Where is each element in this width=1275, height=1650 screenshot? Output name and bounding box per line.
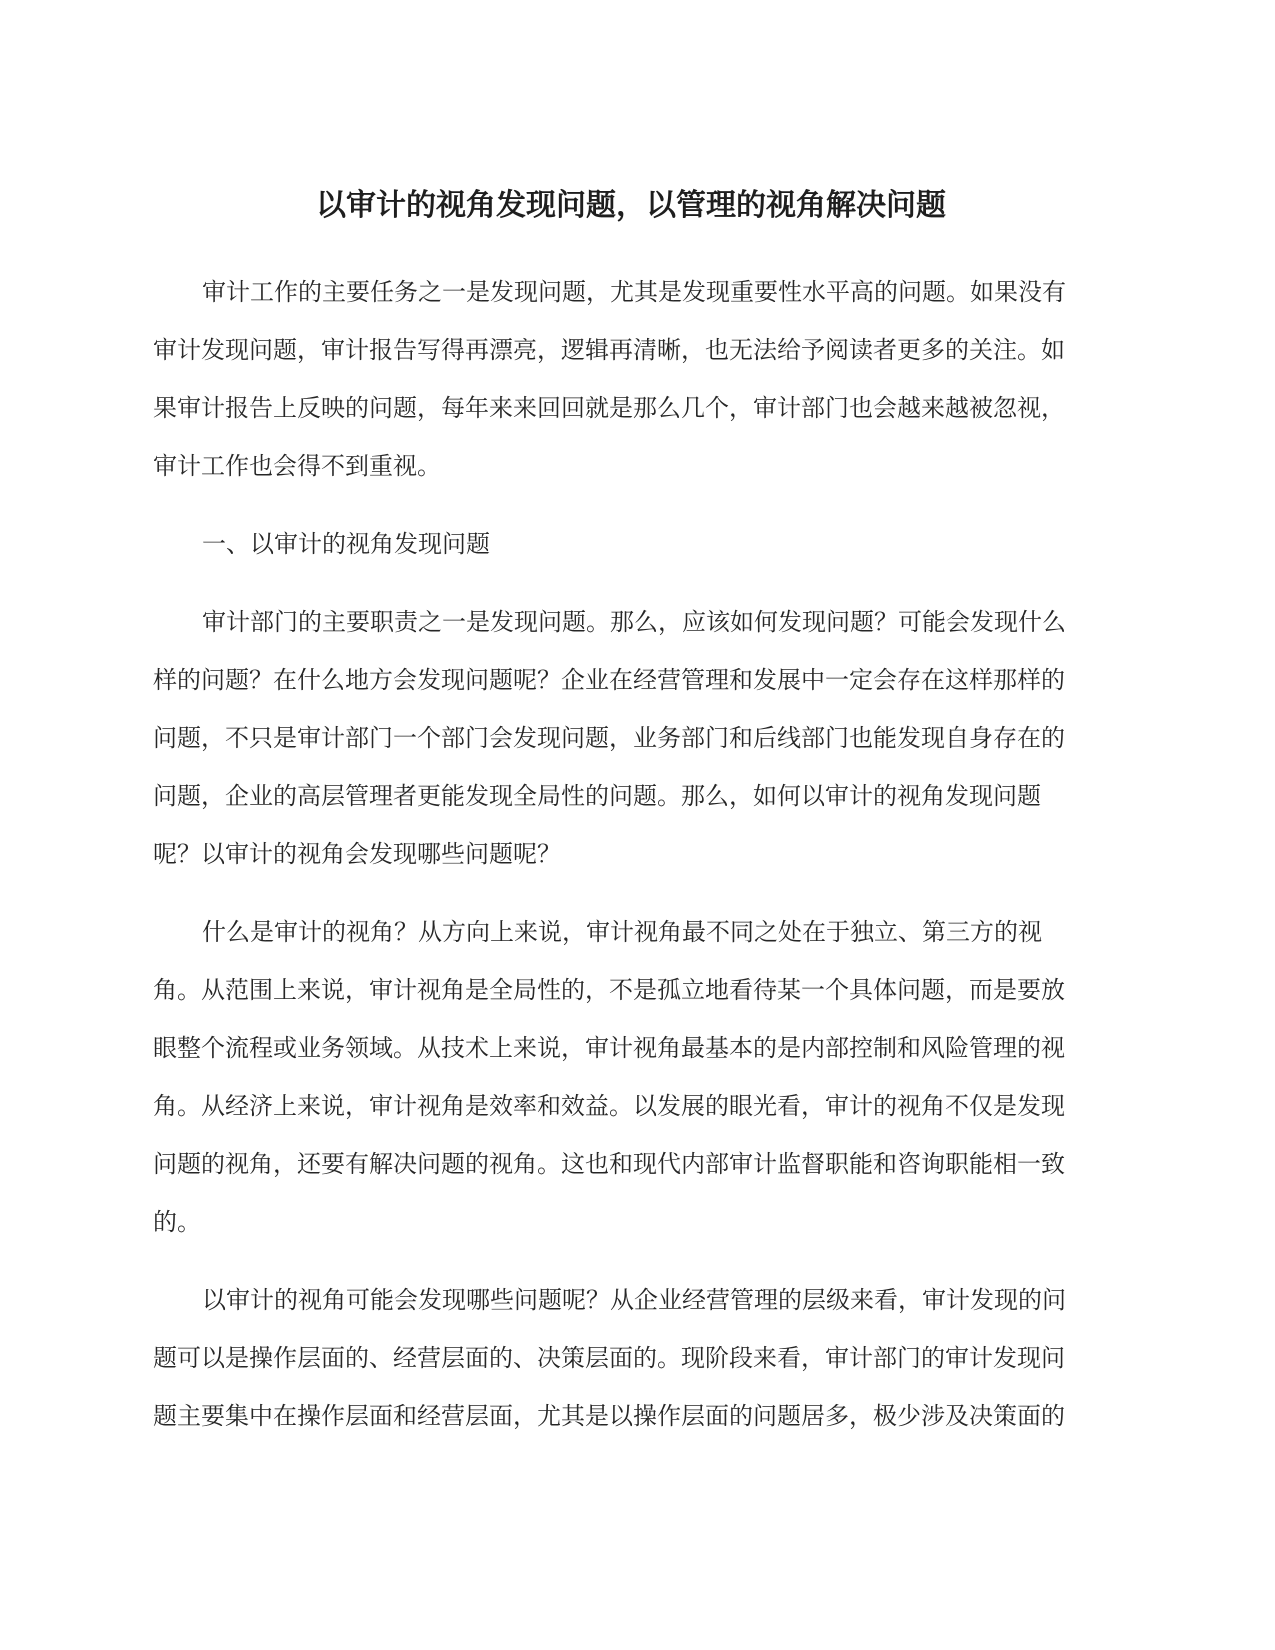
text-line: 题主要集中在操作层面和经营层面，尤其是以操作层面的问题居多，极少涉及决策面的 (153, 1402, 1065, 1430)
document-title: 以审计的视角发现问题，以管理的视角解决问题 (316, 188, 946, 223)
text-line: 角。从范围上来说，审计视角是全局性的，不是孤立地看待某一个具体问题，而是要放 (153, 976, 1065, 1004)
text-line: 什么是审计的视角？从方向上来说，审计视角最不同之处在于独立、第三方的视 (202, 918, 1042, 946)
text-line: 以审计的视角可能会发现哪些问题呢？从企业经营管理的层级来看，审计发现的问 (202, 1286, 1066, 1314)
text-line: 题可以是操作层面的、经营层面的、决策层面的。现阶段来看，审计部门的审计发现问 (153, 1344, 1065, 1372)
section-heading (153, 515, 1116, 573)
text-line: 审计工作也会得不到重视。 (153, 452, 441, 480)
section-heading-text: 一、以审计的视角发现问题 (202, 530, 490, 558)
text-line: 审计部门的主要职责之一是发现问题。那么，应该如何发现问题？可能会发现什么 (202, 608, 1066, 636)
text-line: 果审计报告上反映的问题，每年来来回回就是那么几个，审计部门也会越来越被忽视， (153, 394, 1065, 422)
text-line: 问题，企业的高层管理者更能发现全局性的问题。那么，如何以审计的视角发现问题 (153, 782, 1041, 810)
text-line: 问题的视角，还要有解决问题的视角。这也和现代内部审计监督职能和咨询职能相一致 (153, 1150, 1065, 1178)
text-line: 问题，不只是审计部门一个部门会发现问题，业务部门和后线部门也能发现自身存在的 (153, 724, 1065, 752)
text-line: 眼整个流程或业务领域。从技术上来说，审计视角最基本的是内部控制和风险管理的视 (153, 1034, 1065, 1062)
document-body (153, 263, 1116, 1465)
paragraph-intro (153, 263, 1116, 495)
paragraph-how-to-find (153, 593, 1116, 883)
text-line: 样的问题？在什么地方会发现问题呢？企业在经营管理和发展中一定会存在这样那样的 (153, 666, 1065, 694)
text-line: 角。从经济上来说，审计视角是效率和效益。以发展的眼光看，审计的视角不仅是发现 (153, 1092, 1065, 1120)
text-line: 呢？以审计的视角会发现哪些问题呢？ (153, 840, 561, 868)
text-line: 的。 (153, 1208, 201, 1236)
text-line: 审计工作的主要任务之一是发现问题，尤其是发现重要性水平高的问题。如果没有 (202, 278, 1066, 306)
text-line: 审计发现问题，审计报告写得再漂亮，逻辑再清晰，也无法给予阅读者更多的关注。如 (153, 336, 1065, 364)
paragraph-problem-levels (153, 1271, 1116, 1445)
paragraph-audit-perspective (153, 903, 1116, 1251)
